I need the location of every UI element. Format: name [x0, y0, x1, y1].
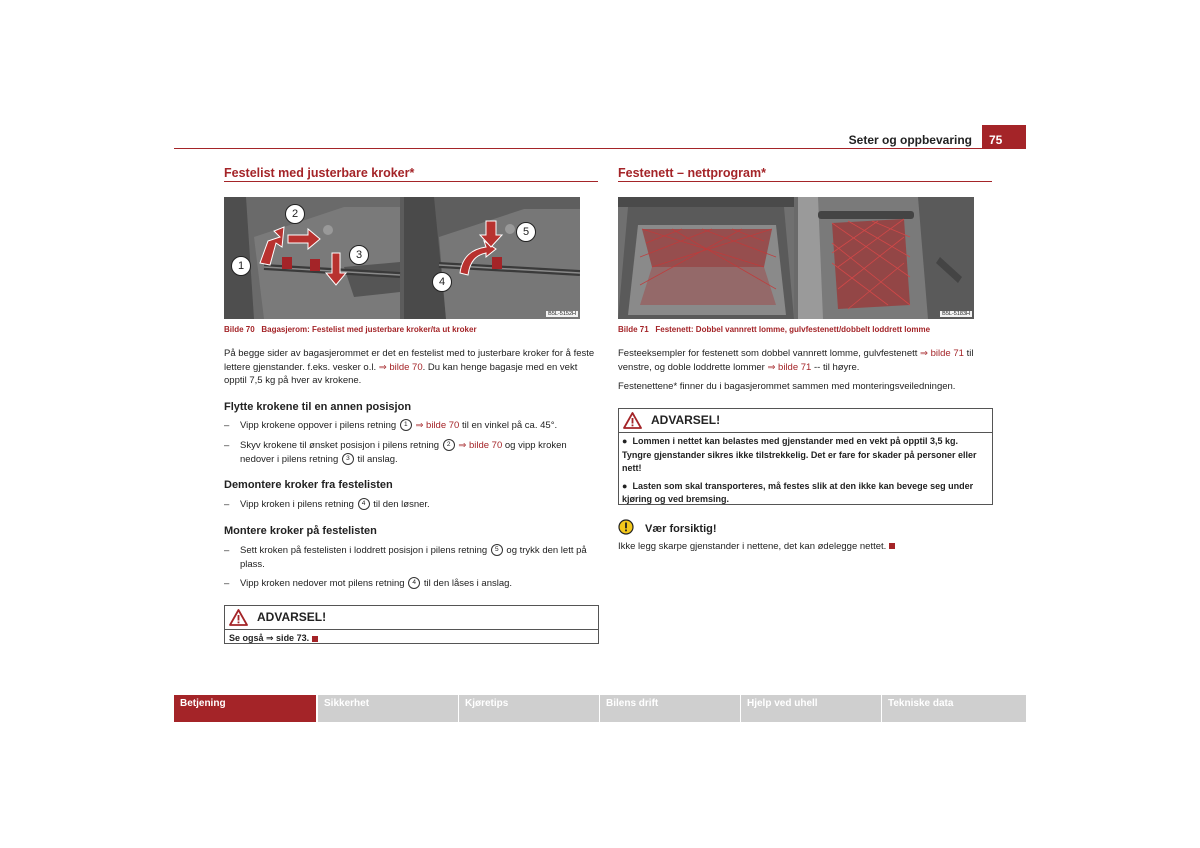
caution-icon	[618, 519, 634, 535]
warning-text	[225, 630, 598, 648]
subheading-mount-hooks: Montere kroker på festelisten	[224, 525, 377, 537]
item-text: til en vinkel på ca. 45°.	[461, 420, 558, 431]
figure-ref-link[interactable]: ⇒ bilde 71	[920, 348, 964, 359]
figure-callout-1: 1	[231, 256, 251, 276]
step-number-5: 5	[491, 544, 503, 556]
section-heading-rule	[618, 181, 992, 182]
end-marker-icon	[889, 543, 895, 549]
figure-hooks-illustration	[224, 197, 580, 319]
warning-triangle-icon	[623, 412, 642, 429]
chapter-title: Seter og oppbevaring	[848, 133, 972, 147]
list-item	[224, 544, 598, 571]
end-marker-icon	[312, 636, 318, 642]
item-text: Vipp krokene oppover i pilens retning	[240, 420, 397, 431]
figure-callout-5: 5	[516, 222, 536, 242]
tab-betjening[interactable]: Betjening	[174, 695, 316, 722]
figure-nets	[618, 197, 974, 319]
item-text: til anslag.	[357, 453, 398, 465]
item-text: Skyv krokene til ønsket posisjon i pilens retning	[240, 440, 440, 451]
figure-ref-link[interactable]: ⇒ bilde 71	[767, 361, 812, 373]
step-number-3: 3	[342, 453, 354, 465]
figure-caption	[618, 325, 930, 334]
warning-box	[224, 605, 599, 644]
warning-title: ADVARSEL!	[257, 610, 327, 624]
paragraph-text: Festeeksempler for festenett som dobbel vannrett lomme, gulvfestenett	[618, 348, 921, 359]
bullet-marker: ●	[622, 480, 628, 491]
section-heading-rule	[224, 181, 598, 182]
figure-code: B5L-5183H	[942, 311, 970, 317]
bullet-marker: ●	[622, 436, 628, 446]
item-text: til den løsner.	[373, 499, 430, 510]
figure-ref-link[interactable]: ⇒ bilde 70	[378, 361, 423, 373]
caution-paragraph	[618, 540, 994, 554]
caption-label: Bilde 71	[618, 325, 649, 334]
intro-text-end: . Du kan henge bagasje med en vekt opptil 7,5 kg på hver av krokene.	[224, 361, 578, 386]
tab-sikkerhet[interactable]: Sikkerhet	[318, 695, 458, 722]
warning-bullet-item	[622, 480, 988, 507]
dash-marker: –	[224, 578, 230, 589]
intro-text: På begge sider av bagasjerommet er det en festelist med to justerbare kroker for å feste lettere gjenstander. f.eks. vesker o.l.	[224, 348, 595, 373]
item-text: plass.	[240, 558, 265, 570]
item-text: og trykk den lett på	[506, 545, 587, 556]
figure-nets-illustration	[618, 197, 974, 319]
figure-callout-2: 2	[285, 204, 305, 224]
dash-marker: –	[224, 420, 230, 431]
paragraph-text: venstre, og doble loddrette lommer	[618, 361, 768, 373]
step-number-4: 4	[358, 498, 370, 510]
item-text: til den låses i anslag.	[423, 578, 513, 589]
list-item	[224, 498, 598, 512]
warning-list	[619, 433, 992, 507]
warning-bullet-item	[622, 435, 988, 476]
figure-callout-3: 3	[349, 245, 369, 265]
paragraph-text: til	[963, 348, 974, 359]
caption-label: Bilde 70	[224, 325, 255, 334]
figure-callout-4: 4	[432, 272, 452, 292]
step-number-4: 4	[408, 577, 420, 589]
item-text: nedover i pilens retning	[240, 453, 339, 465]
caption-text: Bagasjerom: Festelist med justerbare kroker/ta ut kroker	[261, 325, 477, 334]
dash-marker: –	[224, 440, 230, 451]
figure-ref-link[interactable]: ⇒ bilde 70	[458, 440, 503, 451]
step-number-1: 1	[400, 419, 412, 431]
figure-code: B5L-5152H	[548, 311, 576, 317]
intro-paragraph	[224, 347, 596, 388]
section-heading-hooks: Festelist med justerbare kroker*	[224, 166, 415, 180]
warning-header	[619, 409, 992, 433]
header-divider	[174, 148, 1026, 149]
warning-text-content: Se også ⇒ side 73.	[229, 633, 310, 643]
warning-box	[618, 408, 993, 505]
subheading-remove-hooks: Demontere kroker fra festelisten	[224, 479, 393, 491]
paragraph-text: -- til høyre.	[811, 361, 860, 373]
tab-tekniske-data[interactable]: Tekniske data	[882, 695, 1026, 722]
warning-triangle-icon	[229, 609, 248, 626]
dash-marker: –	[224, 545, 230, 556]
warning-bullet-text: Lasten som skal transporteres, må festes slik at den ikke kan bevege seg under kjøring og ved bremsing.	[622, 480, 974, 504]
tab-hjelp-ved-uhell[interactable]: Hjelp ved uhell	[741, 695, 881, 722]
section-heading-nets: Festenett – nettprogram*	[618, 166, 766, 180]
nets-paragraph-2: Festenettene* finner du i bagasjerommet sammen med monteringsveiledningen.	[618, 381, 956, 392]
nets-paragraph	[618, 347, 994, 374]
list-item	[224, 419, 598, 433]
caution-title: Vær forsiktig!	[645, 523, 717, 535]
item-text: Vipp kroken nedover mot pilens retning	[240, 578, 405, 589]
list-item	[224, 577, 598, 591]
tab-bilens-drift[interactable]: Bilens drift	[600, 695, 740, 722]
step-number-2: 2	[443, 439, 455, 451]
list-item	[224, 439, 598, 466]
warning-title: ADVARSEL!	[651, 413, 721, 427]
subheading-move-hooks: Flytte krokene til en annen posisjon	[224, 401, 412, 413]
caption-text: Festenett: Dobbel vannrett lomme, gulvfestenett/dobbelt loddrett lomme	[655, 325, 931, 334]
item-text: og vipp kroken	[504, 440, 567, 451]
item-text: Vipp kroken i pilens retning	[240, 499, 354, 510]
caution-text: Ikke legg skarpe gjenstander i nettene, det kan ødelegge nettet.	[618, 541, 887, 552]
figure-ref-link[interactable]: ⇒ bilde 70	[415, 420, 460, 431]
figure-hooks	[224, 197, 580, 319]
item-text: Sett kroken på festelisten i loddrett posisjon i pilens retning	[240, 545, 488, 556]
tab-kjoretips[interactable]: Kjøretips	[459, 695, 599, 722]
dash-marker: –	[224, 499, 230, 510]
warning-bullet-text: Lommen i nettet kan belastes med gjenstander med en vekt på opptil 3,5 kg. Tyngre gjenstander sikres ikke tilstrekkelig. Det er fare for skader på personer eller nett!	[622, 436, 977, 473]
figure-caption	[224, 325, 477, 334]
warning-header	[225, 606, 598, 630]
page-number: 75	[982, 125, 1026, 149]
